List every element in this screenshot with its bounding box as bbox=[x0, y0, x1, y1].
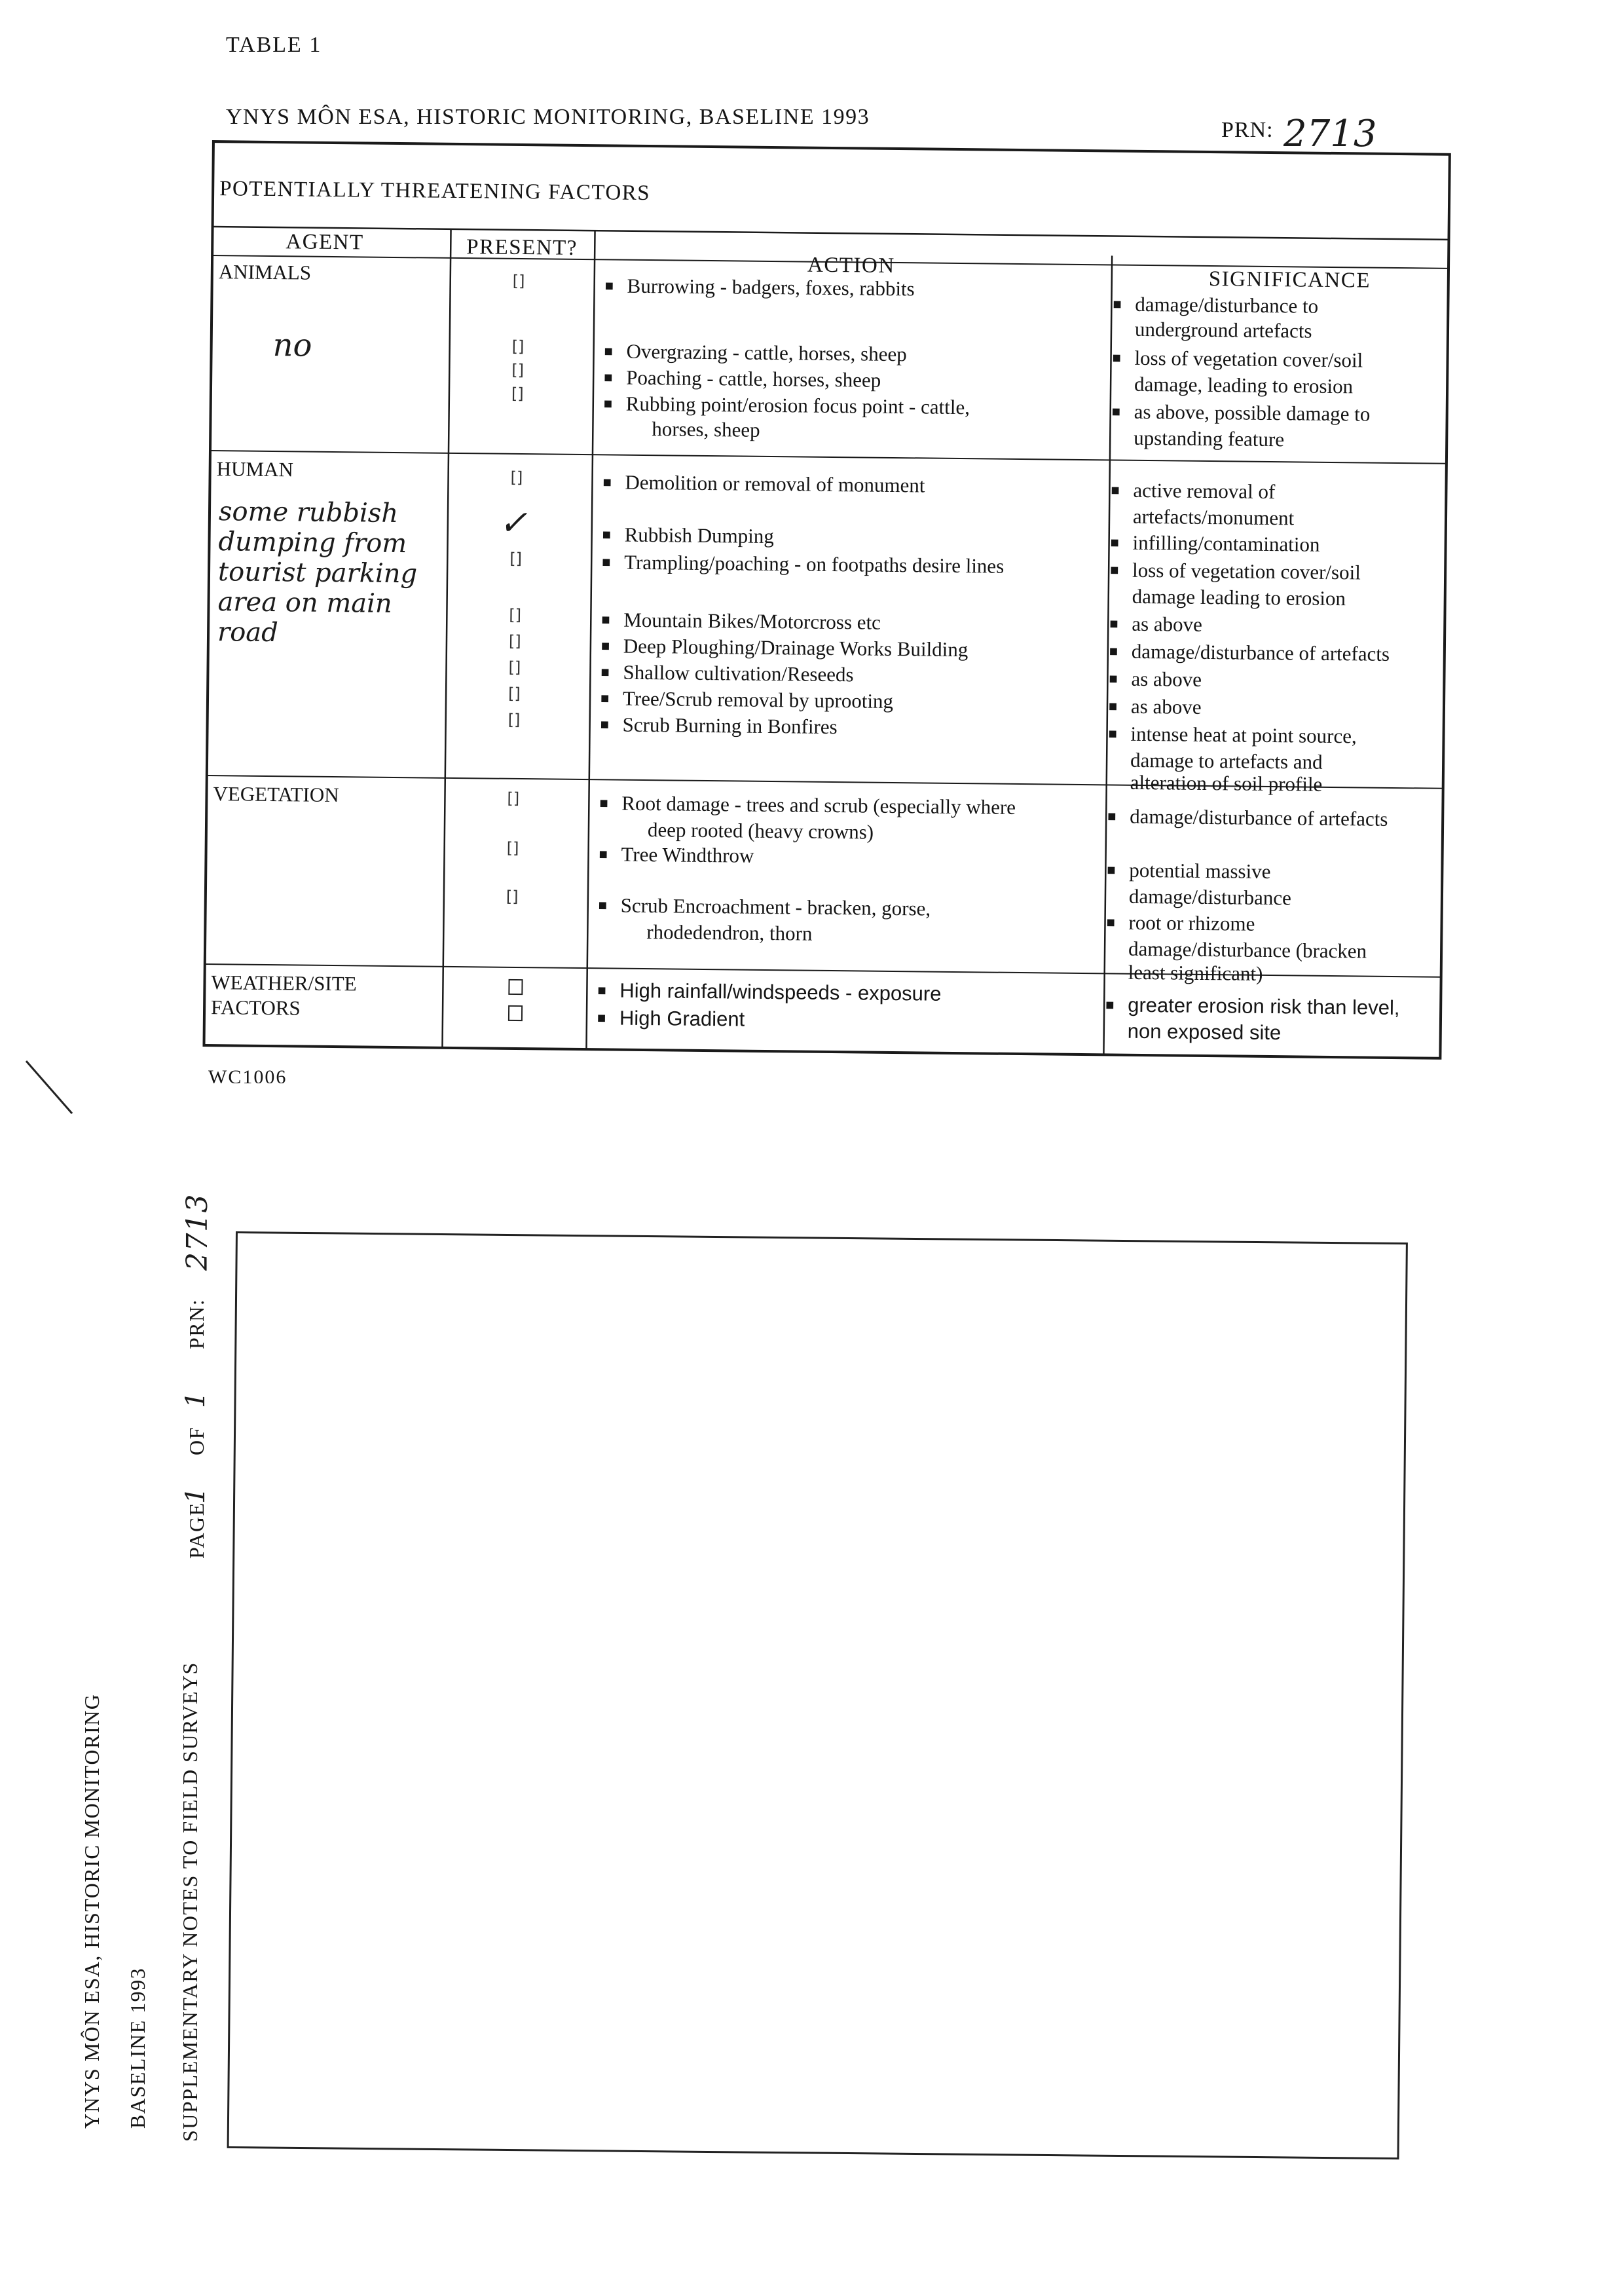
significance-item: ■ greater erosion risk than level, bbox=[1128, 992, 1400, 1021]
present-checkbox: [] bbox=[509, 549, 523, 569]
action-item-continued: horses, sheep bbox=[652, 417, 760, 441]
handwritten-note-human-line: some rubbish bbox=[218, 496, 399, 529]
significance-item-continued: damage, leading to erosion bbox=[1134, 372, 1354, 398]
present-checkbox: [] bbox=[506, 887, 519, 906]
column-header-significance: SIGNIFICANCE bbox=[1208, 267, 1371, 293]
significance-item-continued: damage to artefacts and bbox=[1130, 748, 1323, 774]
action-item: ■ High rainfall/windspeeds - exposure bbox=[619, 978, 942, 1007]
prn-label: PRN: bbox=[1221, 118, 1274, 142]
significance-item: ■ damage/disturbance to bbox=[1135, 291, 1318, 320]
significance-item-continued: upstanding feature bbox=[1134, 426, 1285, 451]
present-checkbox: [] bbox=[509, 605, 522, 625]
significance-item: ■ loss of vegetation cover/soil bbox=[1134, 345, 1363, 374]
significance-item-continued: damage/disturbance bbox=[1128, 884, 1292, 910]
action-item: ■ Mountain Bikes/Motorcross etc bbox=[623, 607, 881, 636]
significance-item-continued: non exposed site bbox=[1127, 1019, 1282, 1045]
action-item: ■ Overgrazing - cattle, horses, sheep bbox=[626, 339, 907, 367]
handwritten-note-animals: no bbox=[272, 327, 312, 364]
present-checkbox: [] bbox=[506, 838, 519, 858]
action-item: ■ Shallow cultivation/Reseeds bbox=[623, 660, 854, 688]
present-checkbox: [] bbox=[507, 684, 521, 703]
significance-item: ■ active removal of bbox=[1133, 477, 1275, 505]
present-checkbox: [] bbox=[511, 337, 525, 356]
handwritten-note-human-line: dumping from bbox=[218, 527, 407, 559]
handwritten-note-human-line: road bbox=[217, 617, 278, 648]
action-item: ■ Burrowing - badgers, foxes, rabbits bbox=[627, 273, 914, 303]
significance-item-continued: artefacts/monument bbox=[1132, 504, 1295, 530]
action-item: ■ Rubbish Dumping bbox=[624, 522, 774, 550]
present-checkbox: [] bbox=[512, 271, 525, 291]
significance-item: ■ damage/disturbance of artefacts bbox=[1132, 639, 1390, 667]
stray-pen-mark bbox=[20, 1054, 85, 1120]
significance-item: ■ as above, possible damage to bbox=[1134, 399, 1370, 428]
present-checkbox: [] bbox=[508, 631, 521, 651]
significance-item-continued: damage/disturbance (bracken bbox=[1128, 937, 1367, 963]
present-checkbox: [] bbox=[511, 360, 525, 380]
supplementary-notes-box bbox=[227, 1231, 1408, 2159]
present-checkbox: [] bbox=[508, 658, 521, 677]
action-item: ■ Tree Windthrow bbox=[621, 842, 754, 869]
significance-item: ■ intense heat at point source, bbox=[1130, 721, 1357, 750]
action-item: ■ Trampling/poaching - on footpaths desire lines bbox=[624, 550, 1004, 580]
threatening-factors-table bbox=[200, 138, 1454, 1074]
present-checkbox bbox=[508, 979, 523, 995]
page-value-handwritten: 1 bbox=[181, 1486, 211, 1504]
action-item: ■ Scrub Burning in Bonfires bbox=[622, 712, 837, 740]
document-title: YNYS MÔN ESA, HISTORIC MONITORING, BASELINE 1993 bbox=[226, 105, 870, 129]
form-code: WC1006 bbox=[208, 1066, 287, 1083]
column-header-present: PRESENT? bbox=[466, 235, 578, 260]
significance-item: ■ damage/disturbance of artefacts bbox=[1130, 804, 1388, 832]
prn-handwritten-value: 2713 bbox=[1283, 113, 1377, 155]
significance-item: ■ potential massive bbox=[1129, 857, 1271, 885]
significance-item: ■ as above bbox=[1131, 666, 1202, 693]
agent-weather-site-continued: FACTORS bbox=[210, 996, 301, 1020]
significance-item: ■ loss of vegetation cover/soil bbox=[1132, 557, 1361, 586]
action-item: ■ Scrub Encroachment - bracken, gorse, bbox=[621, 893, 931, 922]
action-item: ■ Root damage - trees and scrub (especially where bbox=[621, 791, 1016, 821]
significance-item: ■ as above bbox=[1132, 611, 1202, 638]
supplementary-title-line3: SUPPLEMENTARY NOTES TO FIELD SURVEYS bbox=[178, 1662, 202, 2142]
supplementary-title-line1: YNYS MÔN ESA, HISTORIC MONITORING bbox=[80, 1693, 103, 2129]
present-checkbox: [] bbox=[507, 789, 520, 808]
present-checkbox bbox=[508, 1005, 523, 1021]
page-label: PAGE bbox=[185, 1502, 208, 1559]
column-header-action: ACTION bbox=[807, 253, 895, 278]
action-item: ■ Rubbing point/erosion focus point - cattle, bbox=[626, 391, 970, 420]
action-item: ■ Tree/Scrub removal by uprooting bbox=[623, 686, 893, 715]
action-item: ■ Demolition or removal of monument bbox=[625, 470, 925, 499]
supplementary-prn-value-handwritten: 2713 bbox=[181, 1193, 214, 1271]
significance-item-continued: alteration of soil profile bbox=[1130, 770, 1323, 796]
present-checkbox: [] bbox=[511, 384, 524, 403]
action-item-continued: rhodedendron, thorn bbox=[646, 920, 813, 945]
handwritten-note-human-line: area on main bbox=[217, 587, 392, 619]
of-label: OF bbox=[185, 1427, 208, 1455]
significance-item: ■ root or rhizome bbox=[1128, 910, 1255, 937]
significance-item-continued: least significant) bbox=[1128, 960, 1263, 985]
supplementary-title-line2: BASELINE 1993 bbox=[126, 1967, 149, 2129]
of-value-handwritten: 1 bbox=[181, 1390, 211, 1408]
table-label: TABLE 1 bbox=[226, 33, 322, 57]
handwritten-note-human-line: tourist parking bbox=[217, 557, 418, 589]
agent-weather-site: WEATHER/SITE bbox=[211, 971, 357, 996]
significance-item: ■ as above bbox=[1131, 694, 1202, 720]
present-checkbox: [] bbox=[510, 468, 523, 487]
table-title: POTENTIALLY THREATENING FACTORS bbox=[219, 177, 651, 206]
agent-animals: ANIMALS bbox=[218, 260, 312, 284]
significance-item: ■ infilling/contamination bbox=[1132, 530, 1320, 558]
significance-item-continued: damage leading to erosion bbox=[1132, 584, 1346, 610]
action-item: ■ Deep Ploughing/Drainage Works Building bbox=[623, 633, 969, 663]
handwritten-checkmark: ✓ bbox=[498, 503, 528, 544]
significance-item-continued: underground artefacts bbox=[1134, 317, 1312, 343]
present-checkbox: [] bbox=[507, 710, 521, 730]
column-header-agent: AGENT bbox=[286, 230, 364, 255]
action-item-continued: deep rooted (heavy crowns) bbox=[647, 818, 874, 844]
agent-vegetation: VEGETATION bbox=[213, 782, 339, 807]
action-item: ■ Poaching - cattle, horses, sheep bbox=[626, 365, 881, 394]
supplementary-prn-label: PRN: bbox=[185, 1298, 208, 1349]
agent-human: HUMAN bbox=[216, 457, 294, 481]
action-item: ■ High Gradient bbox=[619, 1005, 745, 1033]
